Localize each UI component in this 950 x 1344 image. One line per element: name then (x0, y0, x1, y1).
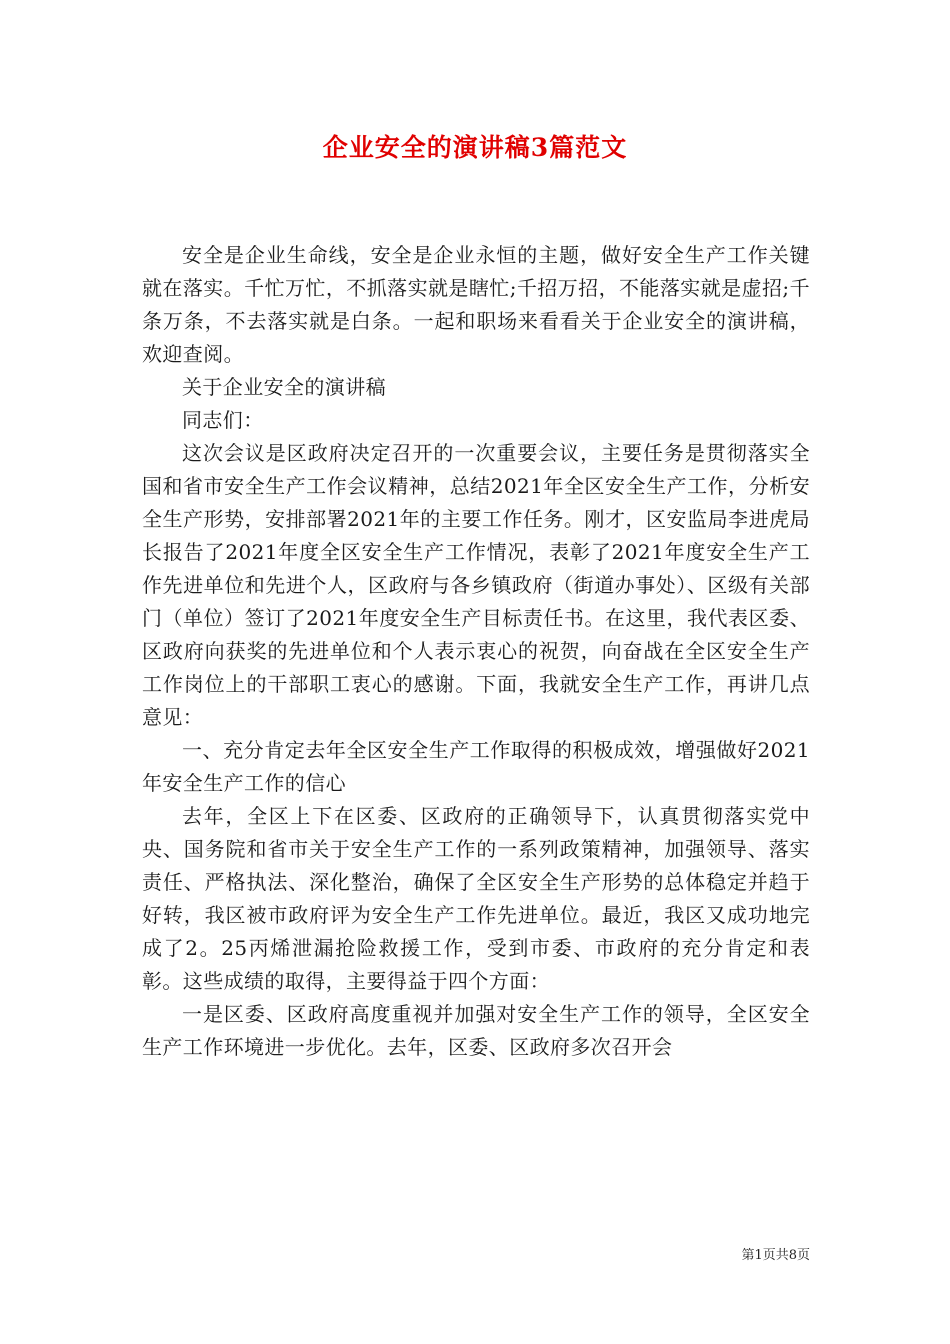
document-body (142, 239, 810, 1064)
paragraph-last-year: 去年，全区上下在区委、区政府的正确领导下，认真贯彻落实党中央、国务院和省市关于安全生产工作的一系列政策精神，加强领导、落实责任、严格执法、深化整治，确保了全区安全生产形势的总体稳定并趋于好转，我区被市政府评为安全生产工作先进单位。最近，我区又成功地完成了2。25丙烯泄漏抢险救援工作，受到市委、市政府的充分肯定和表彰。这些成绩的取得，主要得益于四个方面： (142, 804, 810, 993)
paragraph-intro: 安全是企业生命线，安全是企业永恒的主题，做好安全生产工作关键就在落实。千忙万忙，不抓落实就是瞎忙;千招万招，不能落实就是虚招;千条万条，不去落实就是白条。一起和职场来看看关于企业安全的演讲稿，欢迎查阅。 (142, 243, 810, 366)
paragraph-meeting: 这次会议是区政府决定召开的一次重要会议，主要任务是贯彻落实全国和省市安全生产工作会议精神，总结2021年全区安全生产工作，分析安全生产形势，安排部署2021年的主要工作任务。刚才，区安监局李进虎局长报告了2021年度全区安全生产工作情况，表彰了2021年度安全生产工作先进单位和先进个人，区政府与各乡镇政府（街道办事处）、区级有关部门（单位）签订了2021年度安全生产目标责任书。在这里，我代表区委、区政府向获奖的先进单位和个人表示衷心的祝贺，向奋战在全区安全生产工作岗位上的干部职工衷心的感谢。下面，我就安全生产工作，再讲几点意见： (142, 441, 810, 729)
paragraph-salutation: 同志们： (182, 408, 264, 432)
paragraph-heading: 关于企业安全的演讲稿 (182, 375, 386, 399)
document-title: 企业安全的演讲稿3篇范文 (322, 133, 628, 162)
paragraph-point-one: 一是区委、区政府高度重视并加强对安全生产工作的领导，全区安全生产工作环境进一步优化。去年，区委、区政府多次召开会 (142, 1002, 810, 1059)
paragraph-section-one: 一、充分肯定去年全区安全生产工作取得的积极成效，增强做好2021年安全生产工作的信心 (142, 738, 810, 795)
page-number: 第1页共8页 (741, 1248, 810, 1263)
